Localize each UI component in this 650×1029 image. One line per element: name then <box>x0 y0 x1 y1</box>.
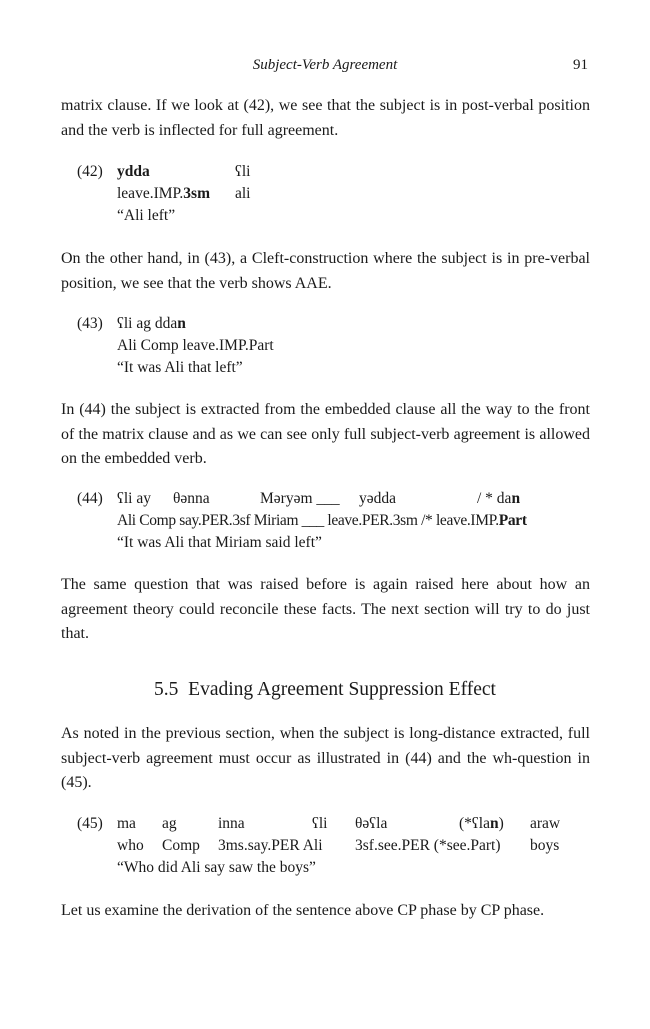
example-43 <box>77 313 597 379</box>
gloss-word: θənna <box>173 490 210 507</box>
gloss-line: ʕli ag ddan <box>117 315 186 332</box>
section-number: 5.5 <box>154 679 179 700</box>
gloss-word: ʕli <box>312 815 328 832</box>
paragraph-4: The same question that was raised before is again raised here about how an agreement theory could reconcile these facts. The next section will try to do just that. <box>61 576 590 642</box>
example-number: (45) <box>77 815 103 832</box>
translation: “Who did Ali say saw the boys” <box>117 859 316 876</box>
gloss-word: 3ms.say.PER Ali <box>218 837 323 854</box>
gloss-word: ali <box>235 185 251 202</box>
section-heading <box>0 679 650 701</box>
gloss-word: Comp <box>162 837 200 854</box>
gloss-word: inna <box>218 815 245 832</box>
gloss-word: ʕli <box>235 163 251 180</box>
page-number: 91 <box>573 57 588 73</box>
translation: “It was Ali that Miriam said left” <box>117 534 322 551</box>
gloss-word: Məryəm ___ <box>260 490 340 507</box>
section-title: Evading Agreement Suppression Effect <box>188 679 496 700</box>
example-number: (44) <box>77 490 103 507</box>
gloss-word: (*ʕlan) <box>459 815 504 832</box>
gloss-word: 3sf.see.PER (*see.Part) <box>355 837 501 854</box>
example-42 <box>77 161 597 227</box>
paragraph-2: On the other hand, in (43), a Cleft-construction where the subject is in pre-verbal position, we see that the verb shows AAE. <box>61 250 590 292</box>
example-number: (43) <box>77 315 103 332</box>
paragraph-1: matrix clause. If we look at (42), we see that the subject is in post-verbal position and the verb is inflected for full agreement. <box>61 97 590 139</box>
example-number: (42) <box>77 163 103 180</box>
paragraph-3: In (44) the subject is extracted from the embedded clause all the way to the front of the matrix clause and as we can see only full subject-verb agreement is allowed on the embedded verb. <box>61 401 590 467</box>
gloss-word: who <box>117 837 144 854</box>
example-44 <box>77 488 597 554</box>
translation: “Ali left” <box>117 207 176 224</box>
gloss-word: yədda <box>359 490 397 507</box>
example-45 <box>77 813 597 879</box>
paragraph-5: As noted in the previous section, when the subject is long-distance extracted, full subject-verb agreement must occur as illustrated in (44) and the wh-question in (45). <box>61 725 590 791</box>
gloss-line: Ali Comp leave.IMP.Part <box>117 337 274 354</box>
gloss-word: ʕli ay <box>117 490 151 507</box>
gloss-word: araw <box>530 815 561 832</box>
gloss-word: ma <box>117 815 136 832</box>
gloss-word: ydda <box>117 163 150 180</box>
paragraph-6: Let us examine the derivation of the sentence above CP phase by CP phase. <box>61 902 545 919</box>
translation: “It was Ali that left” <box>117 359 243 376</box>
gloss-line: Ali Comp say.PER.3sf Miriam ___ leave.PER.3sm /* leave.IMP.Part <box>117 512 527 529</box>
gloss-line: leave.IMP.3sm <box>117 185 210 202</box>
gloss-word: / * dan <box>477 490 521 507</box>
gloss-word: boys <box>530 837 560 854</box>
gloss-word: θəʕla <box>355 815 388 832</box>
gloss-word: ag <box>162 815 177 832</box>
running-head: Subject-Verb Agreement <box>252 57 398 73</box>
